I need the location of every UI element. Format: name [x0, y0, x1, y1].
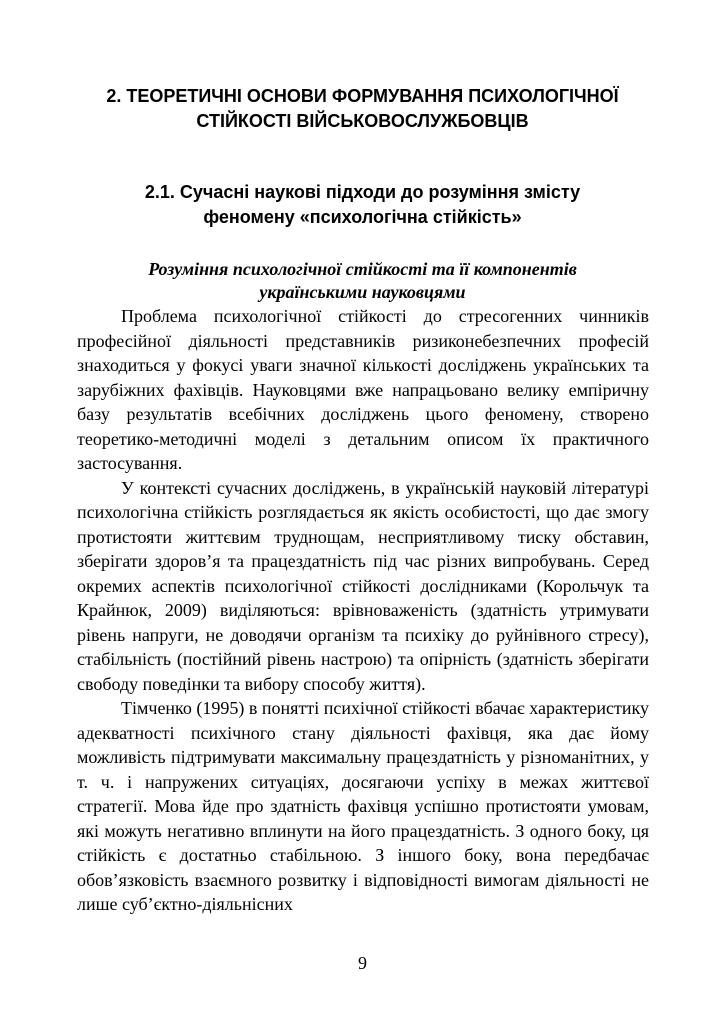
paragraph: Проблема психологічної стійкості до стресогенних чинників професійної діяльності представників ризиконебезпечних професій знаходиться у фокусі уваги значної кількості досліджень українських та зарубіжних фахівців. Науковцями вже напрацьовано велику емпіричну базу результатів всебічних досліджень цього феномену, створено теоретико-методичні моделі з детальним описом їх практичного застосування.	[77, 306, 649, 473]
section-title-line-1: 2.1. Сучасні наукові підходи до розуміння змісту	[144, 182, 581, 202]
subsection-title-line-1: Розуміння психологічної стійкості та її компонентів	[148, 259, 577, 279]
chapter-title-line-2: СТІЙКОСТІ ВІЙСЬКОВОСЛУЖБОВЦІВ	[196, 111, 529, 131]
body-text	[77, 304, 649, 917]
chapter-title-line-1: 2. ТЕОРЕТИЧНІ ОСНОВИ ФОРМУВАННЯ ПСИХОЛОГІЧНОЇ	[106, 86, 619, 106]
paragraph: У контексті сучасних досліджень, в українській науковій літературі психологічна стійкість розглядається як якість особистості, що дає змогу протистояти життєвим труднощам, несприятливому тиску обставин, зберігати здоров’я та працездатність під час різних випробувань. Серед окремих аспектів психологічної стійкості дослідниками (Корольчук та Крайнюк, 2009) виділяються: врівноваженість (здатність утримувати рівень напруги, не доводячи організм та психіку до руйнівного стресу), стабільність (постійний рівень настрою) та опірність (здатність зберігати свободу поведінки та вибору способу життя).	[77, 477, 649, 694]
paragraph: Тімченко (1995) в понятті психічної стійкості вбачає характеристику адекватності психічного стану діяльності фахівця, яка дає йому можливість підтримувати максимальну працездатність у різноманітних, у т. ч. і напружених ситуаціях, досягаючи успіху в межах життєвої стратегії. Мова йде про здатність фахівця успішно протистояти умовам, які можуть негативно вплинути на його працездатність. З одного боку, ця стійкість є достатньо стабільною. З іншого боку, вона передбачає обов’язковість взаємного розвитку і відповідності вимогам діяльності не лише суб’єктно-діяльнісних	[77, 698, 649, 914]
subsection-title-line-2: українськими науковцями	[259, 282, 466, 302]
page-number: 9	[358, 953, 367, 973]
section-title-line-2: феномену «психологічна стійкість»	[203, 207, 522, 227]
chapter-title	[60, 84, 665, 134]
subsection-title	[60, 258, 665, 304]
section-title	[60, 180, 665, 230]
